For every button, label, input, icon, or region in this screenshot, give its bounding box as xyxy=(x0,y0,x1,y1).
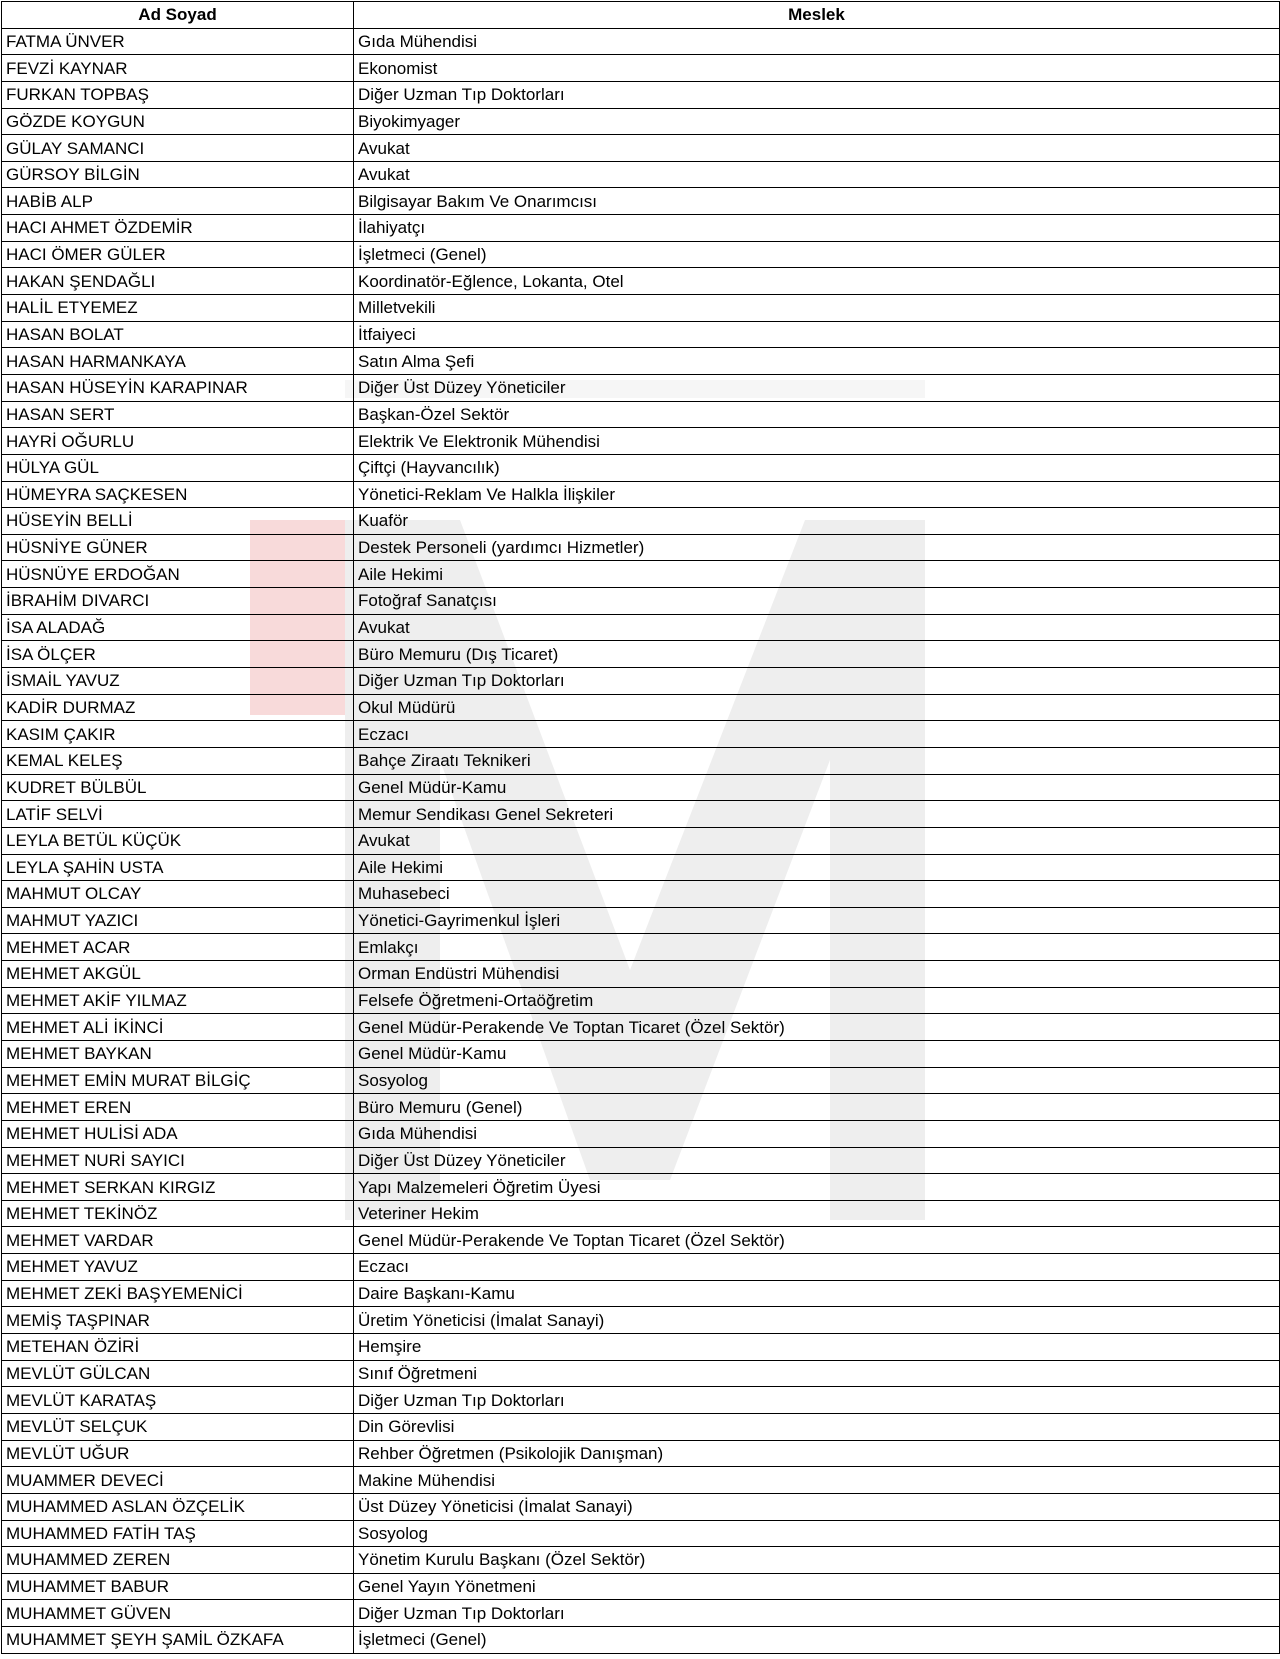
cell-name: HABİB ALP xyxy=(2,188,354,215)
cell-occupation: Koordinatör-Eğlence, Lokanta, Otel xyxy=(354,268,1280,295)
cell-occupation: Aile Hekimi xyxy=(354,561,1280,588)
cell-occupation: Memur Sendikası Genel Sekreteri xyxy=(354,801,1280,828)
cell-name: İSMAİL YAVUZ xyxy=(2,668,354,695)
table-row xyxy=(2,1280,1280,1307)
cell-name: HASAN BOLAT xyxy=(2,321,354,348)
table-row xyxy=(2,401,1280,428)
cell-occupation: Diğer Uzman Tıp Doktorları xyxy=(354,1600,1280,1627)
cell-name: İSA ALADAĞ xyxy=(2,614,354,641)
cell-name: HÜSNÜYE ERDOĞAN xyxy=(2,561,354,588)
cell-name: HASAN SERT xyxy=(2,401,354,428)
cell-occupation: Sınıf Öğretmeni xyxy=(354,1360,1280,1387)
cell-name: MEHMET EREN xyxy=(2,1094,354,1121)
cell-name: MUHAMMED FATİH TAŞ xyxy=(2,1520,354,1547)
cell-name: FEVZİ KAYNAR xyxy=(2,55,354,82)
cell-occupation: Üst Düzey Yöneticisi (İmalat Sanayi) xyxy=(354,1493,1280,1520)
cell-name: MUHAMMED ZEREN xyxy=(2,1547,354,1574)
cell-occupation: Ekonomist xyxy=(354,55,1280,82)
cell-occupation: Biyokimyager xyxy=(354,108,1280,135)
cell-name: HÜLYA GÜL xyxy=(2,454,354,481)
header-row xyxy=(2,2,1280,29)
cell-occupation: Genel Yayın Yönetmeni xyxy=(354,1573,1280,1600)
cell-name: HAYRİ OĞURLU xyxy=(2,428,354,455)
cell-name: İSA ÖLÇER xyxy=(2,641,354,668)
table-row xyxy=(2,534,1280,561)
cell-name: LATİF SELVİ xyxy=(2,801,354,828)
cell-name: MEHMET AKGÜL xyxy=(2,961,354,988)
cell-occupation: Felsefe Öğretmeni-Ortaöğretim xyxy=(354,987,1280,1014)
table-row xyxy=(2,215,1280,242)
table-row xyxy=(2,774,1280,801)
cell-occupation: Veteriner Hekim xyxy=(354,1200,1280,1227)
cell-occupation: Diğer Uzman Tıp Doktorları xyxy=(354,668,1280,695)
table-row xyxy=(2,321,1280,348)
cell-occupation: Emlakçı xyxy=(354,934,1280,961)
cell-occupation: Din Görevlisi xyxy=(354,1413,1280,1440)
table-row xyxy=(2,1600,1280,1627)
cell-name: HÜMEYRA SAÇKESEN xyxy=(2,481,354,508)
table-row xyxy=(2,295,1280,322)
cell-name: MEHMET VARDAR xyxy=(2,1227,354,1254)
cell-name: HAKAN ŞENDAĞLI xyxy=(2,268,354,295)
cell-name: MEVLÜT KARATAŞ xyxy=(2,1387,354,1414)
cell-occupation: Genel Müdür-Perakende Ve Toptan Ticaret (Özel Sektör) xyxy=(354,1227,1280,1254)
table-row xyxy=(2,1387,1280,1414)
table-row xyxy=(2,135,1280,162)
cell-name: HÜSEYİN BELLİ xyxy=(2,508,354,535)
cell-name: MEHMET BAYKAN xyxy=(2,1040,354,1067)
cell-occupation: Avukat xyxy=(354,135,1280,162)
cell-name: MEHMET ALİ İKİNCİ xyxy=(2,1014,354,1041)
table-row xyxy=(2,907,1280,934)
table-row xyxy=(2,961,1280,988)
table-row xyxy=(2,348,1280,375)
cell-name: MEVLÜT UĞUR xyxy=(2,1440,354,1467)
table-row xyxy=(2,28,1280,55)
cell-occupation: İlahiyatçı xyxy=(354,215,1280,242)
cell-name: FURKAN TOPBAŞ xyxy=(2,81,354,108)
cell-name: FATMA ÜNVER xyxy=(2,28,354,55)
table-row xyxy=(2,694,1280,721)
cell-occupation: Avukat xyxy=(354,827,1280,854)
table-row xyxy=(2,934,1280,961)
cell-occupation: İtfaiyeci xyxy=(354,321,1280,348)
cell-name: MEVLÜT SELÇUK xyxy=(2,1413,354,1440)
table-row xyxy=(2,1547,1280,1574)
cell-occupation: Diğer Üst Düzey Yöneticiler xyxy=(354,374,1280,401)
cell-occupation: Daire Başkanı-Kamu xyxy=(354,1280,1280,1307)
column-header-name: Ad Soyad xyxy=(2,2,354,29)
cell-name: MEHMET HULİSİ ADA xyxy=(2,1120,354,1147)
cell-name: MUHAMMET BABUR xyxy=(2,1573,354,1600)
cell-occupation: Diğer Uzman Tıp Doktorları xyxy=(354,81,1280,108)
table-row xyxy=(2,188,1280,215)
cell-name: GÜRSOY BİLGİN xyxy=(2,161,354,188)
column-header-occupation: Meslek xyxy=(354,2,1280,29)
cell-name: HALİL ETYEMEZ xyxy=(2,295,354,322)
cell-name: MUHAMMET ŞEYH ŞAMİL ÖZKAFA xyxy=(2,1627,354,1654)
cell-occupation: Eczacı xyxy=(354,721,1280,748)
cell-name: KUDRET BÜLBÜL xyxy=(2,774,354,801)
cell-occupation: Muhasebeci xyxy=(354,881,1280,908)
cell-occupation: Avukat xyxy=(354,614,1280,641)
cell-occupation: Elektrik Ve Elektronik Mühendisi xyxy=(354,428,1280,455)
table-row xyxy=(2,454,1280,481)
cell-occupation: Makine Mühendisi xyxy=(354,1467,1280,1494)
table-row xyxy=(2,1413,1280,1440)
cell-occupation: Hemşire xyxy=(354,1334,1280,1361)
cell-name: KEMAL KELEŞ xyxy=(2,747,354,774)
roster-table xyxy=(1,1,1280,1654)
cell-name: İBRAHİM DIVARCI xyxy=(2,588,354,615)
table-row xyxy=(2,1467,1280,1494)
table-row xyxy=(2,1520,1280,1547)
table-row xyxy=(2,561,1280,588)
cell-occupation: Yönetici-Reklam Ve Halkla İlişkiler xyxy=(354,481,1280,508)
cell-occupation: Rehber Öğretmen (Psikolojik Danışman) xyxy=(354,1440,1280,1467)
table-row xyxy=(2,55,1280,82)
table-row xyxy=(2,1147,1280,1174)
cell-occupation: Satın Alma Şefi xyxy=(354,348,1280,375)
table-row xyxy=(2,1334,1280,1361)
table-row xyxy=(2,641,1280,668)
cell-name: MEHMET AKİF YILMAZ xyxy=(2,987,354,1014)
table-row xyxy=(2,108,1280,135)
table-row xyxy=(2,1094,1280,1121)
cell-name: MEHMET ZEKİ BAŞYEMENİCİ xyxy=(2,1280,354,1307)
cell-name: MUAMMER DEVECİ xyxy=(2,1467,354,1494)
cell-occupation: Genel Müdür-Kamu xyxy=(354,1040,1280,1067)
cell-name: MEHMET ACAR xyxy=(2,934,354,961)
table-row xyxy=(2,1227,1280,1254)
table-row xyxy=(2,1254,1280,1281)
table-row xyxy=(2,614,1280,641)
table-row xyxy=(2,881,1280,908)
cell-name: MEHMET YAVUZ xyxy=(2,1254,354,1281)
cell-name: MAHMUT YAZICI xyxy=(2,907,354,934)
cell-name: MAHMUT OLCAY xyxy=(2,881,354,908)
cell-occupation: Yönetim Kurulu Başkanı (Özel Sektör) xyxy=(354,1547,1280,1574)
table-row xyxy=(2,721,1280,748)
cell-name: MUHAMMED ASLAN ÖZÇELİK xyxy=(2,1493,354,1520)
cell-occupation: Milletvekili xyxy=(354,295,1280,322)
table-row xyxy=(2,668,1280,695)
cell-name: MEHMET TEKİNÖZ xyxy=(2,1200,354,1227)
table-row xyxy=(2,854,1280,881)
table-row xyxy=(2,1120,1280,1147)
table-row xyxy=(2,1307,1280,1334)
cell-name: MUHAMMET GÜVEN xyxy=(2,1600,354,1627)
cell-name: MEVLÜT GÜLCAN xyxy=(2,1360,354,1387)
table-row xyxy=(2,1040,1280,1067)
table-row xyxy=(2,241,1280,268)
table-row xyxy=(2,1573,1280,1600)
cell-name: MEHMET SERKAN KIRGIZ xyxy=(2,1174,354,1201)
table-row xyxy=(2,1200,1280,1227)
cell-name: KADİR DURMAZ xyxy=(2,694,354,721)
table-row xyxy=(2,1174,1280,1201)
table-row xyxy=(2,1067,1280,1094)
cell-name: GÜLAY SAMANCI xyxy=(2,135,354,162)
cell-name: MEMİŞ TAŞPINAR xyxy=(2,1307,354,1334)
cell-occupation: Yapı Malzemeleri Öğretim Üyesi xyxy=(354,1174,1280,1201)
table-row xyxy=(2,1014,1280,1041)
cell-name: HACI ÖMER GÜLER xyxy=(2,241,354,268)
cell-name: METEHAN ÖZİRİ xyxy=(2,1334,354,1361)
cell-occupation: Sosyolog xyxy=(354,1520,1280,1547)
cell-name: HÜSNİYE GÜNER xyxy=(2,534,354,561)
table-row xyxy=(2,481,1280,508)
cell-occupation: Okul Müdürü xyxy=(354,694,1280,721)
cell-occupation: Gıda Mühendisi xyxy=(354,28,1280,55)
cell-name: HASAN HÜSEYİN KARAPINAR xyxy=(2,374,354,401)
cell-occupation: Çiftçi (Hayvancılık) xyxy=(354,454,1280,481)
cell-occupation: Diğer Uzman Tıp Doktorları xyxy=(354,1387,1280,1414)
table-body xyxy=(2,28,1280,1653)
cell-occupation: İşletmeci (Genel) xyxy=(354,241,1280,268)
cell-occupation: Avukat xyxy=(354,161,1280,188)
table-row xyxy=(2,588,1280,615)
table-row xyxy=(2,428,1280,455)
table-row xyxy=(2,801,1280,828)
cell-occupation: Destek Personeli (yardımcı Hizmetler) xyxy=(354,534,1280,561)
cell-occupation: Diğer Üst Düzey Yöneticiler xyxy=(354,1147,1280,1174)
cell-name: HASAN HARMANKAYA xyxy=(2,348,354,375)
table-row xyxy=(2,1440,1280,1467)
table-row xyxy=(2,827,1280,854)
table-row xyxy=(2,987,1280,1014)
cell-name: HACI AHMET ÖZDEMİR xyxy=(2,215,354,242)
table-row xyxy=(2,1493,1280,1520)
table-row xyxy=(2,81,1280,108)
table-row xyxy=(2,508,1280,535)
cell-occupation: Bahçe Ziraatı Teknikeri xyxy=(354,747,1280,774)
cell-occupation: Yönetici-Gayrimenkul İşleri xyxy=(354,907,1280,934)
cell-occupation: Bilgisayar Bakım Ve Onarımcısı xyxy=(354,188,1280,215)
cell-occupation: Aile Hekimi xyxy=(354,854,1280,881)
cell-name: MEHMET NURİ SAYICI xyxy=(2,1147,354,1174)
cell-name: LEYLA ŞAHİN USTA xyxy=(2,854,354,881)
table-row xyxy=(2,747,1280,774)
cell-name: GÖZDE KOYGUN xyxy=(2,108,354,135)
cell-occupation: Başkan-Özel Sektör xyxy=(354,401,1280,428)
cell-name: LEYLA BETÜL KÜÇÜK xyxy=(2,827,354,854)
cell-occupation: Fotoğraf Sanatçısı xyxy=(354,588,1280,615)
table-row xyxy=(2,1360,1280,1387)
cell-name: KASIM ÇAKIR xyxy=(2,721,354,748)
cell-occupation: Gıda Mühendisi xyxy=(354,1120,1280,1147)
cell-occupation: Sosyolog xyxy=(354,1067,1280,1094)
cell-occupation: Orman Endüstri Mühendisi xyxy=(354,961,1280,988)
cell-occupation: Genel Müdür-Perakende Ve Toptan Ticaret (Özel Sektör) xyxy=(354,1014,1280,1041)
cell-occupation: Genel Müdür-Kamu xyxy=(354,774,1280,801)
cell-occupation: Büro Memuru (Dış Ticaret) xyxy=(354,641,1280,668)
cell-occupation: Büro Memuru (Genel) xyxy=(354,1094,1280,1121)
cell-occupation: Eczacı xyxy=(354,1254,1280,1281)
table-row xyxy=(2,268,1280,295)
table-row xyxy=(2,374,1280,401)
cell-name: MEHMET EMİN MURAT BİLGİÇ xyxy=(2,1067,354,1094)
table-row xyxy=(2,161,1280,188)
table-row xyxy=(2,1627,1280,1654)
cell-occupation: İşletmeci (Genel) xyxy=(354,1627,1280,1654)
cell-occupation: Üretim Yöneticisi (İmalat Sanayi) xyxy=(354,1307,1280,1334)
cell-occupation: Kuaför xyxy=(354,508,1280,535)
